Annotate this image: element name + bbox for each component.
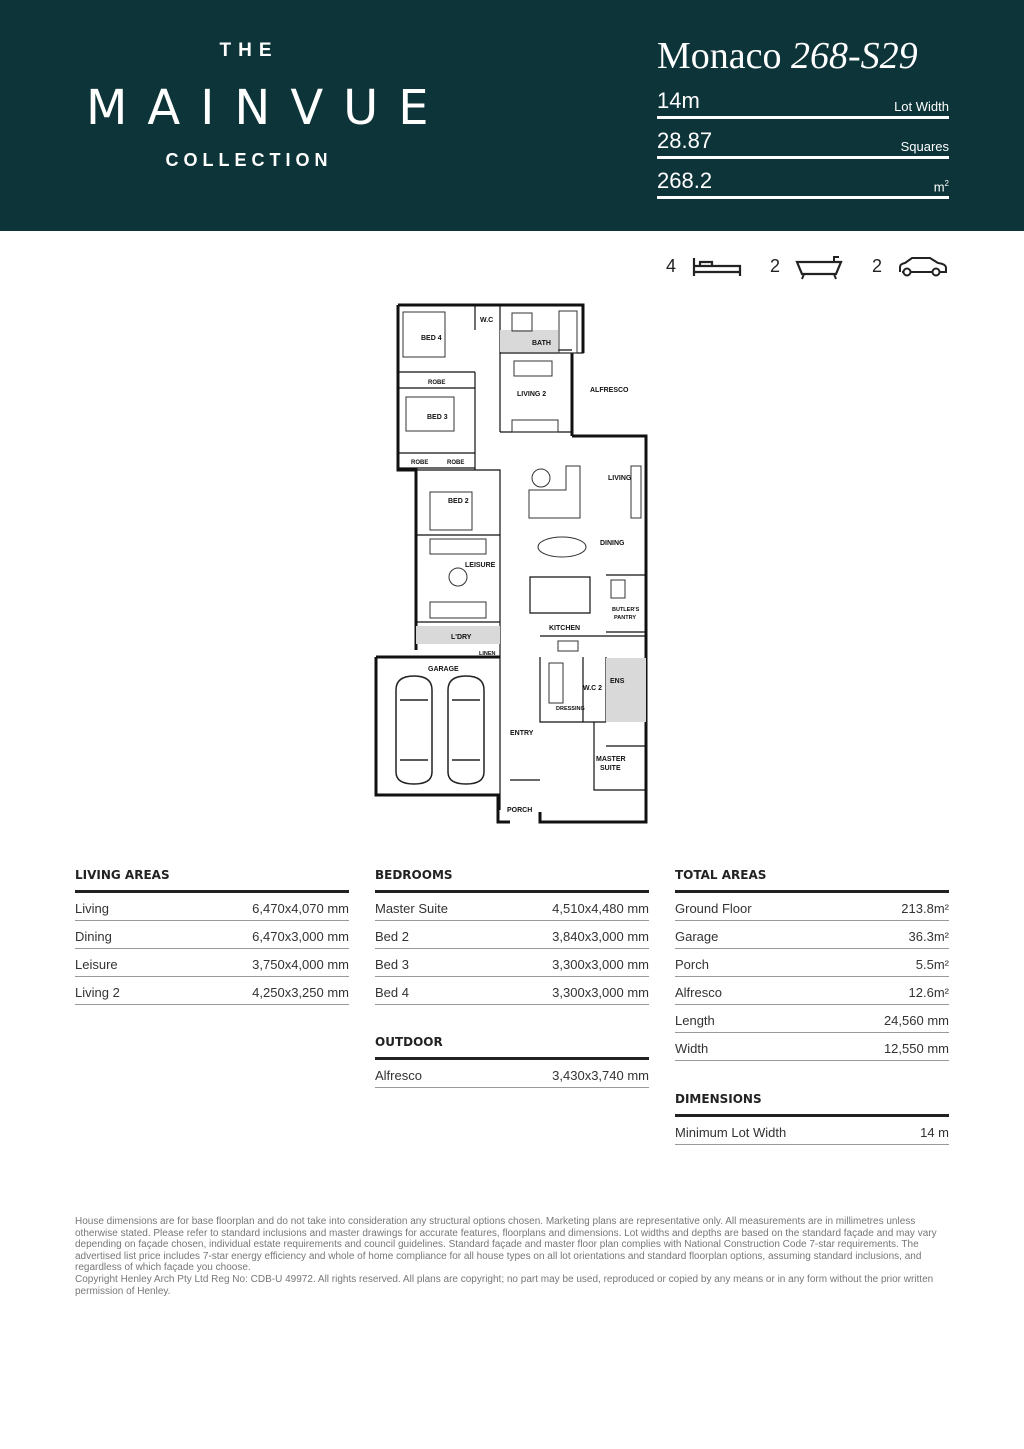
bedrooms-count: 4 bbox=[666, 256, 677, 276]
spec-value: 268.2 bbox=[657, 168, 713, 193]
section-title: TOTAL AREAS bbox=[675, 868, 949, 893]
spec-unit: Lot Width bbox=[894, 99, 949, 114]
dimensions-table bbox=[675, 1092, 949, 1145]
room-label: BUTLER'S bbox=[612, 607, 640, 613]
header-banner bbox=[0, 0, 1024, 231]
spec-squares bbox=[657, 126, 949, 159]
spec-lot-width bbox=[657, 86, 949, 119]
bed-icon bbox=[690, 254, 746, 280]
room-label: LINEN bbox=[479, 651, 496, 657]
model-name: Monaco bbox=[657, 35, 782, 77]
table-row: Alfresco 3,430x3,740 mm bbox=[375, 1060, 649, 1088]
copyright-text: Copyright Henley Arch Pty Ltd Reg No: CDB-U 49972. All rights reserved. All plans are copyright; no part may be used, reproduced or copied by any means or in any form without the prior written permission of Henley. bbox=[75, 1273, 934, 1297]
outdoor-table bbox=[375, 1035, 649, 1088]
room-label: DRESSING bbox=[556, 706, 585, 712]
living-areas-table bbox=[75, 868, 349, 1005]
spec-value: 28.87 bbox=[657, 128, 713, 153]
disclaimer-text: House dimensions are for base floorplan and do not take into consideration any structural options chosen. Marketing plans are representative only. All measurements are in millimetres unless otherwise stated. Please refer to standard inclusions and master drawings for accurate features, floorplans and dimensions. Lot widths and depths are based on the standard façade and may vary depending on façade chosen, individual estate requirements and council guidelines. Standard façade and master floor plan complies with National Construction Code 7-star requirements. The advertised list price includes 7-star energy efficiency and whole of home compliance for all house types on all lot orientations and standard floorplan options, assuming standard inclusions, and regardless of which façade you choose. bbox=[75, 1216, 937, 1274]
room-label: ALFRESCO bbox=[590, 387, 629, 394]
feature-icons bbox=[660, 250, 950, 284]
table-row: Leisure 3,750x4,000 mm bbox=[75, 949, 349, 977]
disclaimer bbox=[75, 1216, 949, 1297]
room-label: ENS bbox=[610, 678, 625, 685]
room-label: LIVING bbox=[608, 475, 632, 482]
room-label: MASTER bbox=[596, 756, 626, 763]
bathrooms-count: 2 bbox=[770, 256, 781, 276]
section-title: BEDROOMS bbox=[375, 868, 649, 893]
table-row: Dining 6,470x3,000 mm bbox=[75, 921, 349, 949]
table-row: Bed 3 3,300x3,000 mm bbox=[375, 949, 649, 977]
room-label: LEISURE bbox=[465, 562, 496, 569]
table-row: Length 24,560 mm bbox=[675, 1005, 949, 1033]
bedrooms-table bbox=[375, 868, 649, 1005]
room-label: SUITE bbox=[600, 765, 621, 772]
room-label: KITCHEN bbox=[549, 625, 581, 632]
table-row: Ground Floor 213.8m² bbox=[675, 893, 949, 921]
room-label: PORCH bbox=[507, 807, 533, 814]
room-label: ROBE bbox=[447, 460, 465, 466]
brand-the: THE bbox=[219, 40, 279, 61]
table-row: Bed 4 3,300x3,000 mm bbox=[375, 977, 649, 1005]
garage-count: 2 bbox=[872, 256, 883, 276]
room-label: PANTRY bbox=[614, 615, 636, 621]
spec-unit: $m^2$ bbox=[933, 178, 949, 194]
brand-logo: MAINVUE bbox=[86, 80, 449, 136]
section-title: OUTDOOR bbox=[375, 1035, 649, 1060]
table-row: Living 2 4,250x3,250 mm bbox=[75, 977, 349, 1005]
total-areas-table bbox=[675, 868, 949, 1061]
room-label: W.C 2 bbox=[583, 685, 603, 692]
section-title: DIMENSIONS bbox=[675, 1092, 949, 1117]
room-label: L'DRY bbox=[451, 634, 472, 641]
bathtub-icon bbox=[794, 254, 844, 280]
spec-area bbox=[657, 166, 949, 199]
model-title bbox=[657, 34, 918, 78]
section-title: LIVING AREAS bbox=[75, 868, 349, 893]
table-row: Bed 2 3,840x3,000 mm bbox=[375, 921, 649, 949]
table-row: Minimum Lot Width 14 m bbox=[675, 1117, 949, 1145]
table-row: Garage 36.3m² bbox=[675, 921, 949, 949]
room-label: DINING bbox=[600, 540, 625, 547]
table-row: Living 6,470x4,070 mm bbox=[75, 893, 349, 921]
spec-value: 14m bbox=[657, 88, 700, 113]
table-row: Porch 5.5m² bbox=[675, 949, 949, 977]
brand-collection: COLLECTION bbox=[165, 150, 333, 170]
room-label: BED 4 bbox=[421, 335, 442, 342]
room-label: GARAGE bbox=[428, 666, 459, 673]
room-label: ROBE bbox=[428, 380, 446, 386]
spec-unit: Squares bbox=[900, 139, 949, 154]
room-label: ENTRY bbox=[510, 730, 534, 737]
table-row: Alfresco 12.6m² bbox=[675, 977, 949, 1005]
room-label: ROBE bbox=[411, 460, 429, 466]
room-label: BATH bbox=[532, 340, 551, 347]
floor-plan bbox=[372, 298, 654, 840]
room-label: BED 2 bbox=[448, 498, 469, 505]
model-code: 268-S29 bbox=[791, 35, 918, 77]
room-label: BED 3 bbox=[427, 414, 448, 421]
room-label: LIVING 2 bbox=[517, 391, 547, 398]
car-icon bbox=[896, 254, 950, 280]
table-row: Width 12,550 mm bbox=[675, 1033, 949, 1061]
table-row: Master Suite 4,510x4,480 mm bbox=[375, 893, 649, 921]
room-label: W.C bbox=[480, 317, 494, 324]
